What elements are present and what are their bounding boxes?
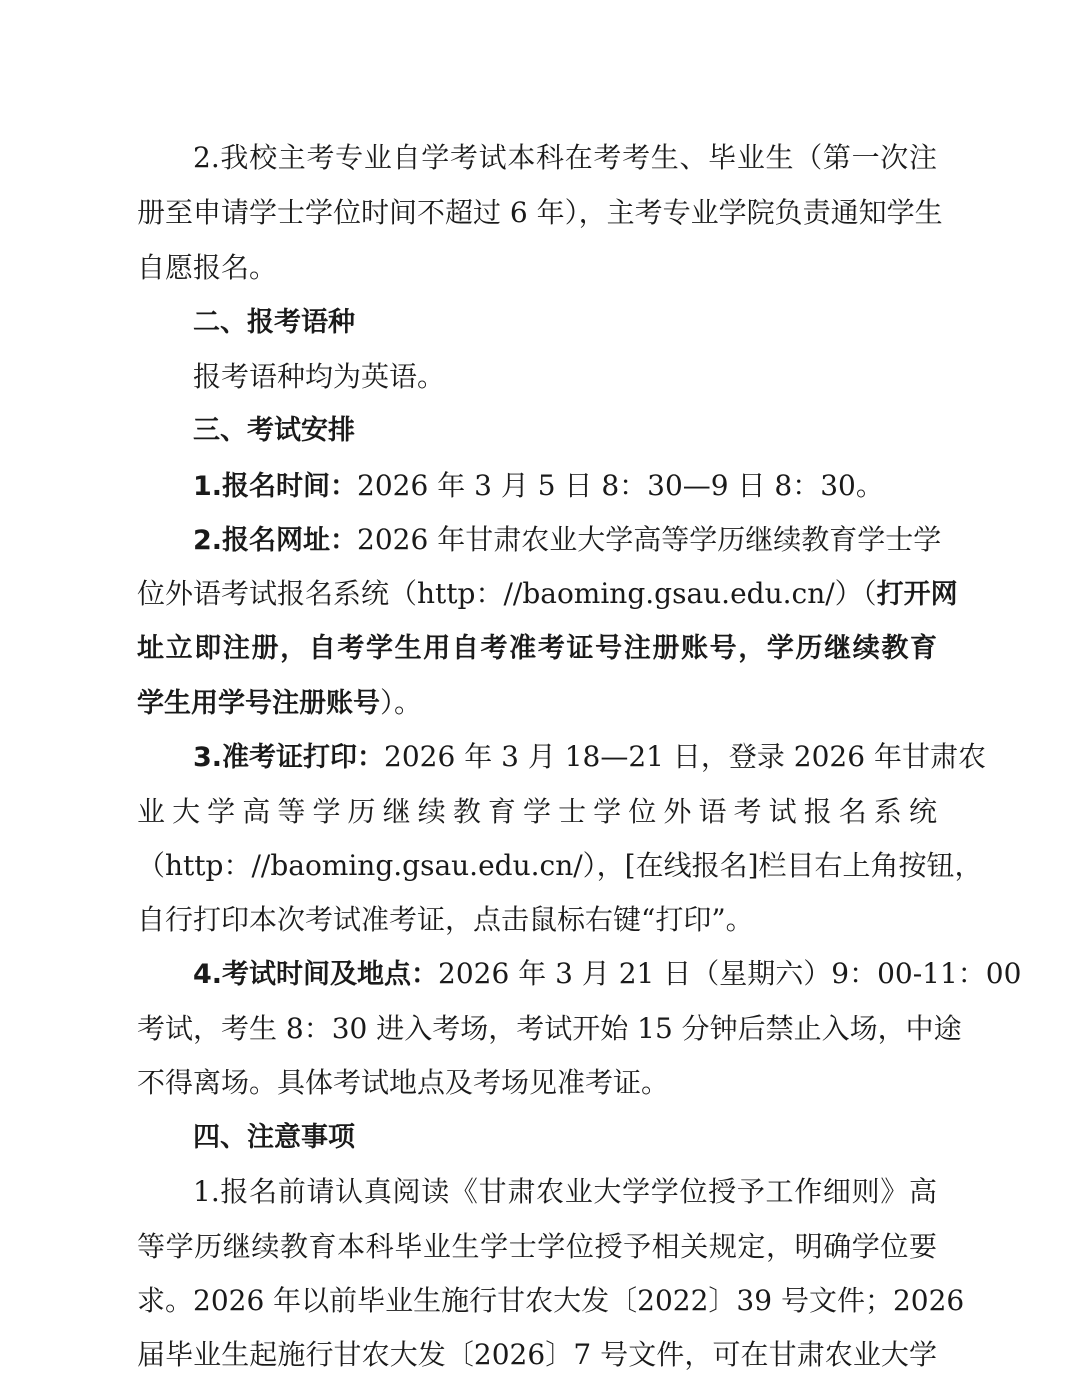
paragraph-line: 自愿报名。 [137, 251, 278, 284]
bold-text: 打开网 [876, 579, 958, 610]
paragraph-line: （http：//baoming.gsau.edu.cn/），[在线报名]栏目右上角按钮， [137, 849, 983, 882]
paragraph-line: 等学历继续教育本科毕业生学士学位授予相关规定，明确学位要 [137, 1230, 937, 1263]
paragraph-line: 2.我校主考专业自学考试本科在考考生、毕业生（第一次注 [193, 141, 937, 174]
bold-text: 学生用学号注册账号 [137, 688, 380, 719]
paragraph-line [137, 676, 937, 730]
paragraph-line [137, 567, 958, 621]
paragraph-line [193, 459, 937, 513]
section-heading: 二、报考语种 [193, 307, 355, 338]
paragraph-line: 报考语种均为英语。 [193, 360, 446, 393]
paragraph-line [193, 730, 986, 784]
item-text: 2026 年 3 月 18—21 日，登录 2026 年甘肃农 [384, 740, 986, 773]
paragraph-line: 册至申请学士学位时间不超过 6 年），主考专业学院负责通知学生 [137, 196, 943, 229]
item-label: 3.准考证打印： [193, 742, 385, 773]
paragraph-line: 址立即注册，自考学生用自考准考证号注册账号，学历继续教育 [137, 633, 937, 664]
item-label: 4.考试时间及地点： [193, 959, 439, 990]
paragraph-line [193, 513, 942, 567]
paragraph-line: 自行打印本次考试准考证，点击鼠标右键“打印”。 [137, 903, 754, 936]
paragraph-line: 不得离场。具体考试地点及考场见准考证。 [137, 1066, 670, 1099]
item-text: 2026 年 3 月 21 日（星期六）9：00-11：00 [438, 957, 1022, 990]
section-heading: 三、考试安排 [193, 415, 355, 446]
paragraph-line: 求。2026 年以前毕业生施行甘农大发〔2022〕39 号文件；2026 [137, 1284, 965, 1317]
paragraph-line: 届毕业生起施行甘农大发〔2026〕7 号文件，可在甘肃农业大学 [137, 1338, 937, 1371]
item-text: 2026 年 3 月 5 日 8：30—9 日 8：30。 [357, 469, 884, 502]
paragraph-line: 1.报名前请认真阅读《甘肃农业大学学位授予工作细则》高 [193, 1175, 937, 1208]
item-label: 2.报名网址： [193, 525, 358, 556]
item-label: 1.报名时间： [193, 471, 358, 502]
item-text: 位外语考试报名系统（http：//baoming.gsau.edu.cn/）（ [137, 577, 877, 610]
item-text: 2026 年甘肃农业大学高等学历继续教育学士学 [357, 523, 942, 556]
paragraph-line: 考试，考生 8：30 进入考场，考试开始 15 分钟后禁止入场，中途 [137, 1012, 962, 1045]
item-text: ）。 [380, 686, 423, 719]
paragraph-line: 业大学高等学历继续教育学士学位外语考试报名系统 [137, 795, 937, 828]
paragraph-line [193, 947, 1022, 1001]
section-heading: 四、注意事项 [193, 1122, 355, 1153]
